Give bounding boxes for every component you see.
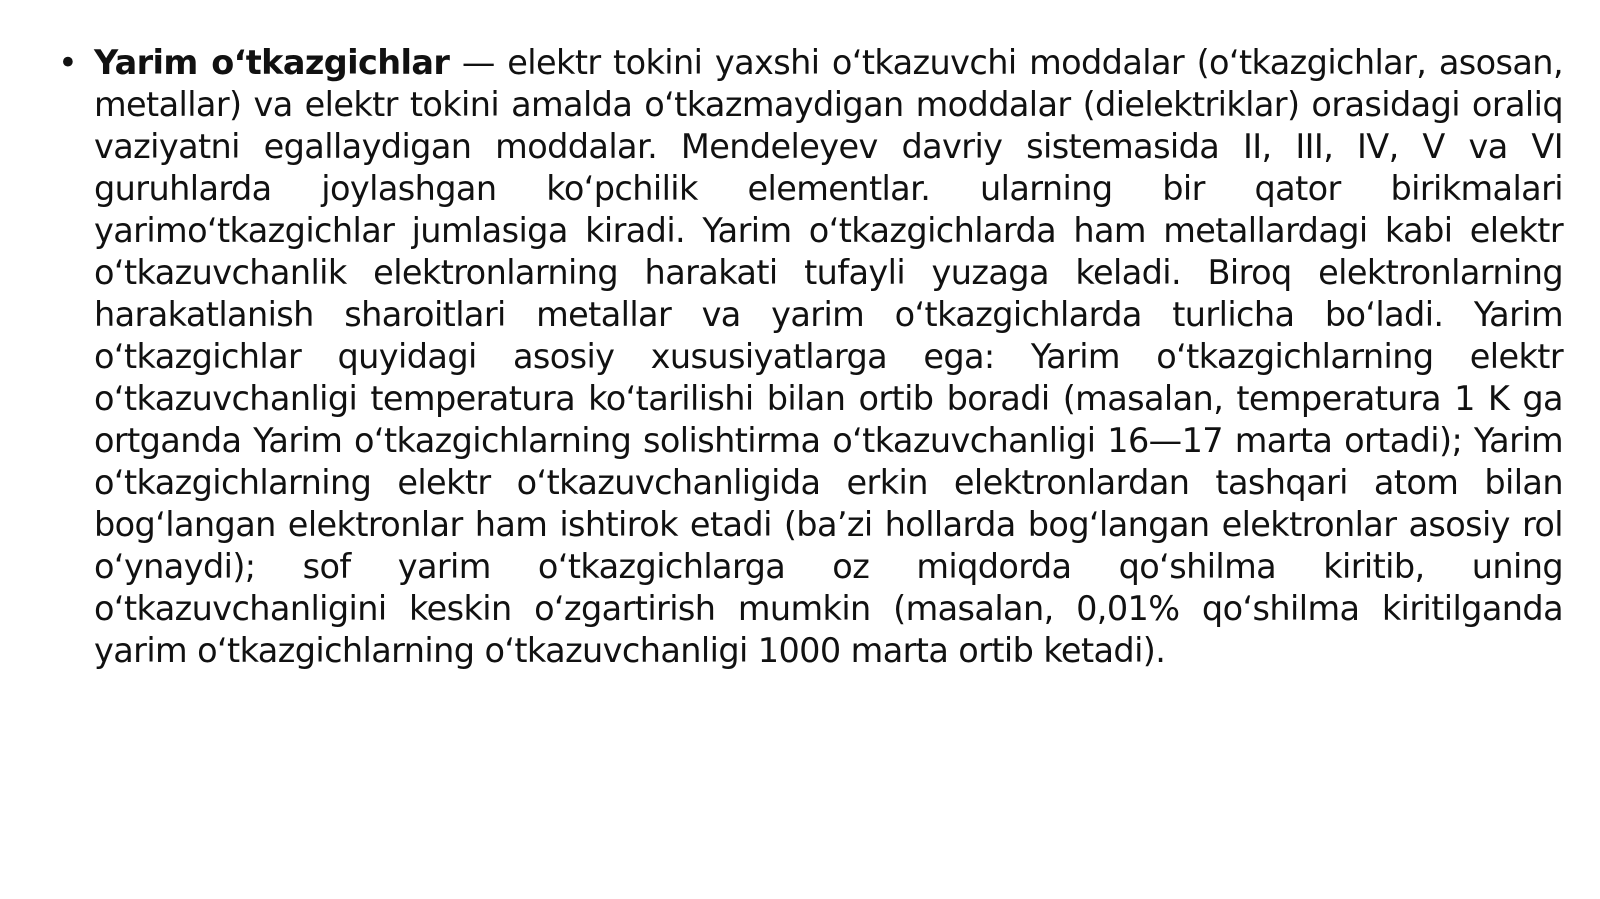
- bullet-item: [58, 42, 1563, 672]
- bullet-mark: •: [58, 43, 78, 82]
- term-bold: Yarim oʻtkazgichlar: [94, 43, 450, 82]
- paragraph-text: — elektr tokini yaxshi oʻtkazuvchi moddalar (oʻtkazgichlar, asosan, metallar) va elektr tokini amalda oʻtkazmaydigan moddalar (dielektriklar) orasidagi oraliq vaziyatni egallaydigan moddalar. Mendeleyev davriy sistemasida II, III, IV, V va VI guruhlarda joylashgan koʻpchilik elementlar. ularning bir qator birikmalari yarimoʻtkazgichlar jumlasiga kiradi. Yarim oʻtkazgichlarda ham metallardagi kabi elektr oʻtkazuvchanlik elektronlarning harakati tufayli yuzaga keladi. Biroq elektronlarning harakatlanish sharoitlari metallar va yarim oʻtkazgichlarda turlicha boʻladi. Yarim oʻtkazgichlar quyidagi asosiy xususiyatlarga ega: Yarim oʻtkazgichlarning elektr oʻtkazuvchanligi temperatura koʻtarilishi bilan ortib boradi (masalan, temperatura 1 K ga ortganda Yarim oʻtkazgichlarning solishtirma oʻtkazuvchanligi 16—17 marta ortadi); Yarim oʻtkazgichlarning elektr oʻtkazuvchanligida erkin elektronlardan tashqari atom bilan bogʻlangan elektronlar ham ishtirok etadi (baʼzi hollarda bogʻlangan elektronlar asosiy rol oʻynaydi); sof yarim oʻtkazgichlarga oz miqdorda qoʻshilma kiritib, uning oʻtkazuvchanligini keskin oʻzgartirish mumkin (masalan, 0,01% qoʻshilma kiritilganda yarim oʻtkazgichlarning oʻtkazuvchanligi 1000 marta ortib ketadi).: [94, 43, 1563, 670]
- bullet-list: [58, 42, 1563, 672]
